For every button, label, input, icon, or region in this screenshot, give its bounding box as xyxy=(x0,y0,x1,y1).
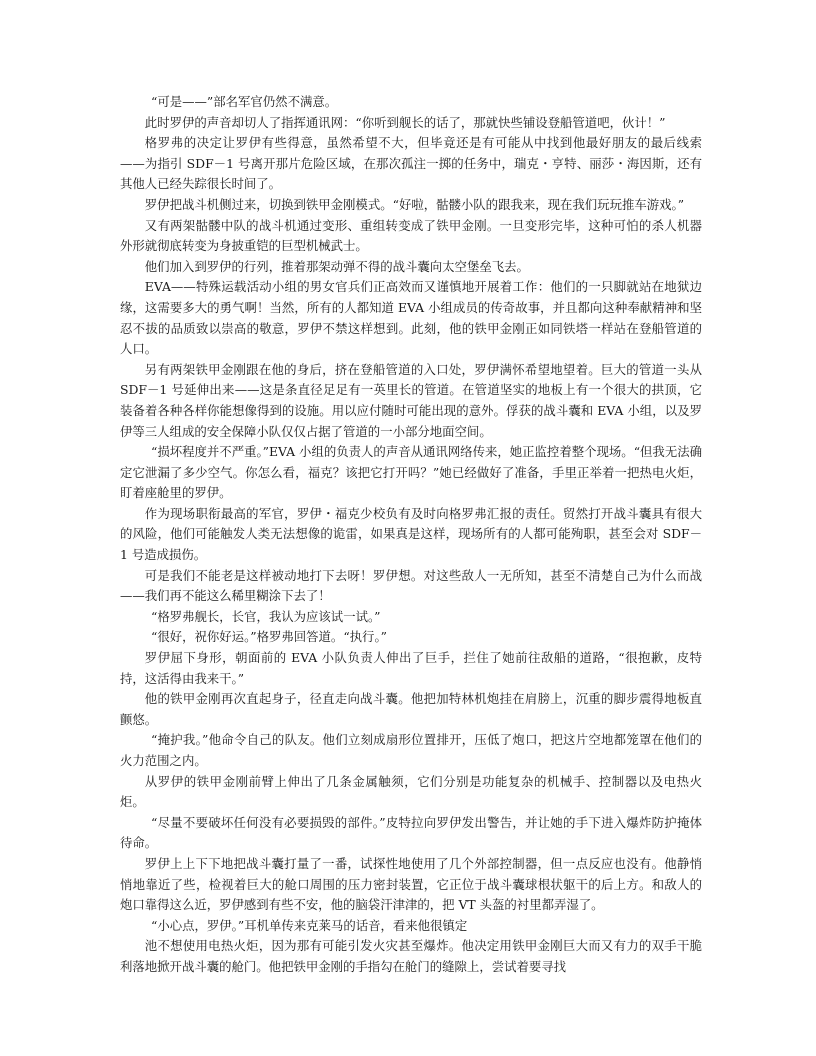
paragraph-12: “格罗弗舰长，长官，我认为应该试一试。” xyxy=(151,608,381,624)
paragraph-14: 罗伊屈下身形，朝面前的 EVA 小队负责人伸出了巨手，拦住了她前往敌船的道路，“很抱歉，皮特持，这活得由我来干。” xyxy=(120,650,702,686)
paragraph-18: “尽量不要破坏任何没有必要损毁的部件。”皮特拉向罗伊发出警告，并让她的手下进入爆炸防护掩体待命。 xyxy=(120,814,702,851)
paragraph-8: 另有两架铁甲金刚跟在他的身后，挤在登船管道的入口处，罗伊满怀希望地望着。巨大的管道一头从 SDF－1 号延伸出来——这是条直径足足有一英里长的管道。在管道坚实的地板上有一个很大的拱顶，它装备着各种各样你能想像得到的设施。用以应付随时可能出现的意外。俘获的战斗囊和 EVA 小组，以及罗伊等三人组成的安全保障小队仅仅占据了管道的一小部分地面空间。 xyxy=(120,361,702,439)
paragraph-1: “可是——”部名军官仍然不满意。 xyxy=(151,94,338,109)
paragraph-17: 从罗伊的铁甲金刚前臂上伸出了几条金属触须，它们分别是功能复杂的机械手、控制器以及电热火炬。 xyxy=(120,773,702,810)
paragraph-3: 格罗弗的决定让罗伊有些得意，虽然希望不大，但毕竟还是有可能从中找到他最好朋友的最后线索——为指引 SDF－1 号离开那片危险区域，在那次孤注一掷的任务中，瑞克・亨特、丽莎・海因斯，还有其他人已经失踪很长时间了。 xyxy=(120,135,702,192)
paragraph-21: 池不想使用电热火炬，因为那有可能引发火灾甚至爆炸。他决定用铁甲金刚巨大而又有力的双手干脆利落地掀开战斗囊的舱门。他把铁甲金刚的手指勾在舱门的缝隙上，尝试着要寻找 xyxy=(120,938,702,974)
paragraph-4: 罗伊把战斗机侧过来，切换到铁甲金刚模式。“好啦，骷髅小队的跟我来，现在我们玩玩推车游戏。” xyxy=(144,196,685,212)
paragraph-5: 又有两架骷髅中队的战斗机通过变形、重组转变成了铁甲金刚。一旦变形完毕，这种可怕的杀人机器外形就彻底转变为身披重铠的巨型机械武士。 xyxy=(120,217,702,254)
paragraph-11: 可是我们不能老是这样被动地打下去呀！罗伊想。对这些敌人一无所知，甚至不清楚自己为什么而战——我们再不能这么稀里糊涂下去了！ xyxy=(120,567,702,604)
paragraph-7: EVA——特殊运载活动小组的男女官兵们正高效而又谨慎地开展着工作：他们的一只脚就站在地狱边缘，这需要多大的勇气啊！当然，所有的人都知道 EVA 小组成员的传奇故事，并且都向这种奉献精神和坚忍不拔的品质致以崇高的敬意，罗伊不禁这样想到。此刻，他的铁甲金刚正如同铁塔一样站在登船管道的人口。 xyxy=(120,279,702,357)
paragraph-15: 他的铁甲金刚再次直起身子，径直走向战斗囊。他把加特林机炮挂在肩膀上，沉重的脚步震得地板直颤悠。 xyxy=(120,691,702,727)
paragraph-6: 他们加入到罗伊的行列，推着那架动弹不得的战斗囊向太空堡垒飞去。 xyxy=(144,258,529,274)
paragraph-9: “损坏程度并不严重。”EVA 小组的负责人的声音从通讯网络传来，她正监控着整个现场。“但我无法确定它泄漏了多少空气。你怎么看，福克？该把它打开吗？”她已经做好了准备，手里正举着一把热电火炬，盯着座舱里的罗伊。 xyxy=(120,444,702,501)
paragraph-10: 作为现场职衔最高的军官，罗伊・福克少校负有及时向格罗弗汇报的责任。贸然打开战斗囊具有很大的风险，他们可能触发人类无法想像的诡雷，如果真是这样，现场所有的人都可能殉职，甚至会对 SDF－1 号造成损伤。 xyxy=(120,505,702,563)
paragraph-19: 罗伊上上下下地把战斗囊打量了一番，试探性地使用了几个外部控制器，但一点反应也没有。他静悄悄地靠近了些，检视着巨大的舱口周围的压力密封装置，它正位于战斗囊球根状躯干的后上方。和敌人的炮口靠得这么近，罗伊感到有些不安，他的脑袋汗津津的，把 VT 头盔的衬里都弄湿了。 xyxy=(120,855,702,913)
paragraph-16: “掩护我。”他命令自己的队友。他们立刻成扇形位置排开，压低了炮口，把这片空地都笼罩在他们的火力范围之内。 xyxy=(120,732,702,768)
paragraph-13: “很好，祝你好运。”格罗弗回答道。“执行。” xyxy=(151,629,387,645)
paragraph-2: 此时罗伊的声音却切人了指挥通讯网：“你听到舰长的话了，那就快些铺设登船管道吧，伙计！” xyxy=(144,114,666,130)
paragraph-20: “小心点，罗伊。”耳机单传来克莱马的话音，看来他很镇定 xyxy=(151,917,468,933)
document-page xyxy=(120,92,702,978)
